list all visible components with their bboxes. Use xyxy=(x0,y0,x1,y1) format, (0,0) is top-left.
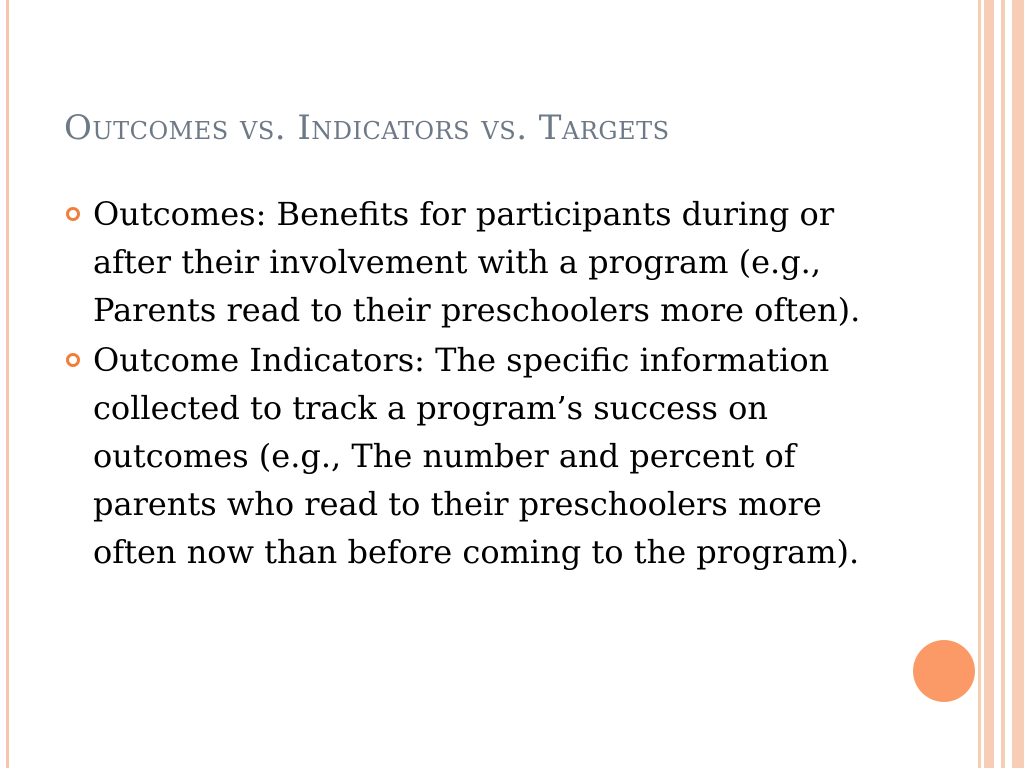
right-border-stripe xyxy=(1001,0,1005,768)
bullet-text: Outcomes: Benefits for participants during or after their involvement with a program (e.g., Parents read to their preschoolers more often). xyxy=(93,195,861,329)
right-border-stripe xyxy=(984,0,994,768)
bullet-item-outcomes xyxy=(64,190,884,334)
left-border-line xyxy=(6,0,9,768)
bullet-circle-icon xyxy=(66,207,80,221)
bullet-item-outcome-indicators xyxy=(64,336,884,576)
bullet-list xyxy=(64,190,884,578)
bullet-circle-icon xyxy=(66,353,80,367)
decorative-circle xyxy=(913,640,975,702)
right-border-stripe xyxy=(978,0,981,768)
bullet-text: Outcome Indicators: The specific information collected to track a program’s success on outcomes (e.g., The number and percent of parents who read to their preschoolers more often now than before coming to the program). xyxy=(93,341,860,571)
right-border-stripe xyxy=(1012,0,1024,768)
slide-title: Outcomes vs. Indicators vs. Targets xyxy=(64,108,670,148)
